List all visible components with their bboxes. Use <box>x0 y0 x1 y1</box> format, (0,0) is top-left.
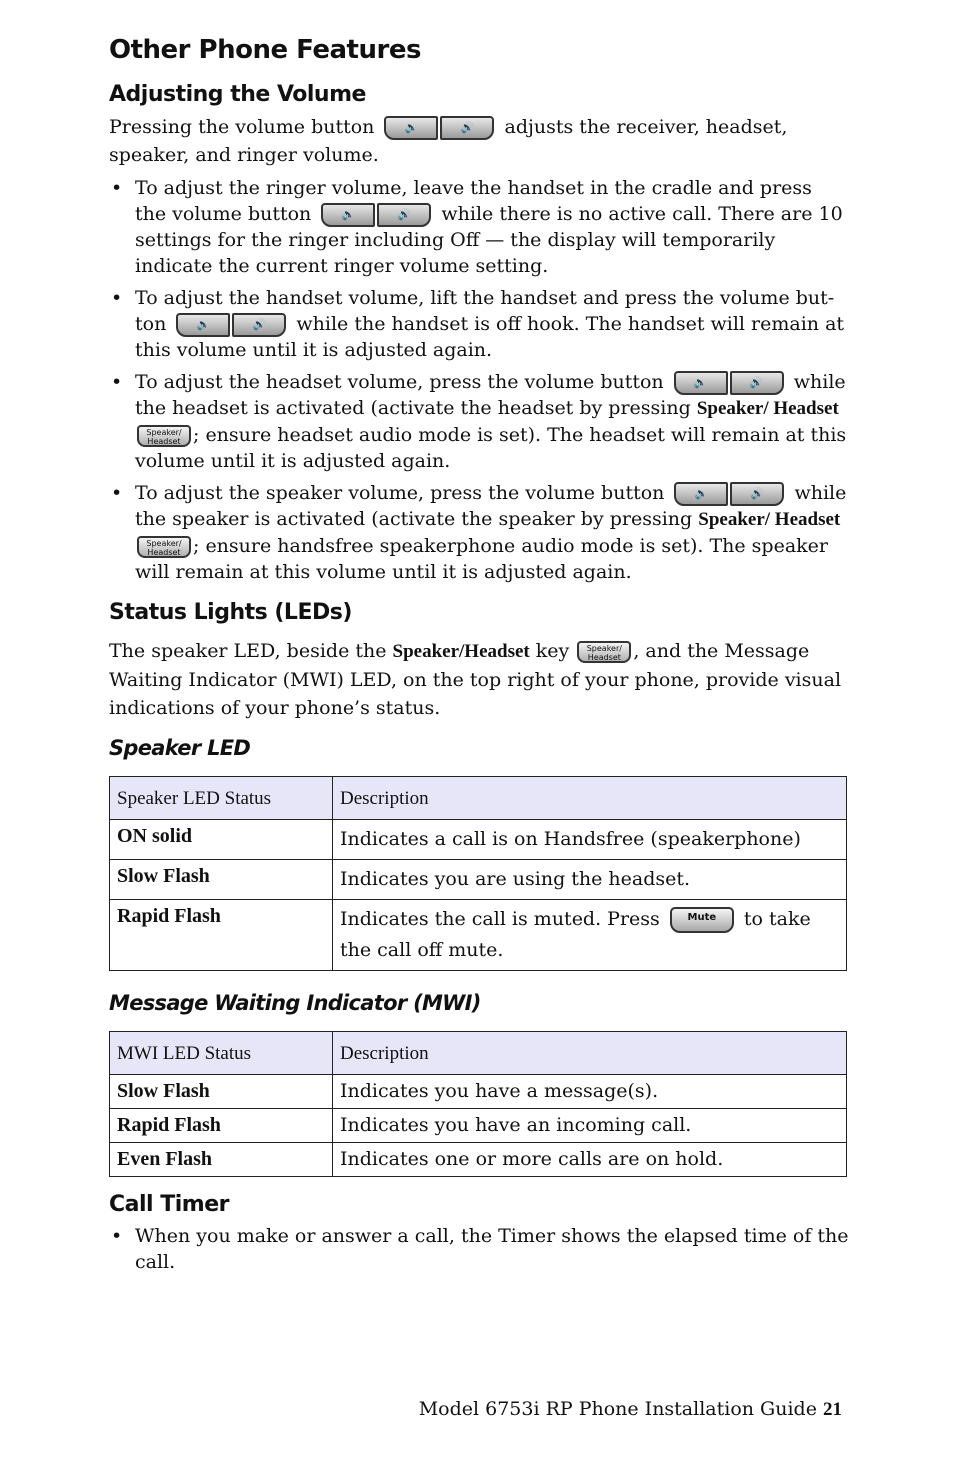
timer-bullets <box>109 1223 849 1275</box>
page-title: Other Phone Features <box>109 35 421 65</box>
section-heading-leds: Status Lights (LEDs) <box>109 600 352 625</box>
volume-bullets <box>109 175 849 585</box>
list-item: • To adjust the headset volume, press the volume button 🔈 🔊 while the headset is activated (activate the headset by pressing Speaker/ Headset Speaker/ Headset ; ensure headset audio mode is set). The headset will remain at this volume until it is adjusted again. <box>111 371 847 472</box>
speaker-led-table <box>109 776 847 971</box>
page-number: 21 <box>823 1399 842 1420</box>
page-footer: Model 6753i RP Phone Installation Guide 21 <box>418 1398 842 1420</box>
table-row: Rapid Flash Indicates you have an incoming call. <box>110 1109 847 1143</box>
section-heading-call-timer: Call Timer <box>109 1192 229 1217</box>
speaker-headset-key-icon: Speaker/ Headset <box>577 641 631 663</box>
table-row: Slow Flash Indicates you have a message(s). <box>110 1075 847 1109</box>
column-header: Speaker LED Status <box>110 777 333 820</box>
volume-button-icon: 🔈 🔊 <box>176 313 286 337</box>
list-item: • To adjust the ringer volume, leave the handset in the cradle and press the volume button 🔈 🔊 while there is no active call. There are 10 settings for the ringer including Off — the display will temporarily indicate the current ringer volume setting. <box>111 177 843 277</box>
table-row: Rapid Flash Indicates the call is muted. Press Mute to take the call off mute. <box>110 900 847 971</box>
volume-button-icon: 🔈 🔊 <box>674 482 784 506</box>
mute-key-icon: Mute <box>670 907 734 933</box>
leds-intro: The speaker LED, beside the Speaker/Headset key Speaker/ Headset , and the Message Waiting Indicator (MWI) LED, on the top right of your phone, provide visual indications of your phone’s status. <box>109 640 842 719</box>
list-item: • To adjust the speaker volume, press the volume button 🔈 🔊 while the speaker is activated (activate the speaker by pressing Speaker/ Headset Speaker/ Headset ; ensure handsfree speakerphone audio mode is set). The speaker will remain at this volume until it is adjusted again. <box>111 482 847 583</box>
section-heading-volume: Adjusting the Volume <box>109 82 366 107</box>
table-header-row <box>110 1032 847 1075</box>
speaker-headset-key-icon: Speaker/ Headset <box>137 536 191 558</box>
table-row: ON solid Indicates a call is on Handsfree (speakerphone) <box>110 820 847 860</box>
subsection-heading-speaker-led: Speaker LED <box>109 736 251 760</box>
column-header: Description <box>333 1032 847 1075</box>
table-row: Even Flash Indicates one or more calls are on hold. <box>110 1143 847 1177</box>
table-header-row <box>110 777 847 820</box>
column-header: MWI LED Status <box>110 1032 333 1075</box>
volume-button-icon: 🔈 🔊 <box>674 371 784 395</box>
table-row: Slow Flash Indicates you are using the headset. <box>110 860 847 900</box>
subsection-heading-mwi: Message Waiting Indicator (MWI) <box>109 991 481 1015</box>
column-header: Description <box>333 777 847 820</box>
mwi-led-table <box>109 1031 847 1177</box>
volume-intro: Pressing the volume button 🔈 🔊 adjusts the receiver, headset, speaker, and ringer volume. <box>109 116 788 166</box>
volume-button-icon: 🔈 🔊 <box>321 203 431 227</box>
manual-page <box>109 28 849 1281</box>
list-item: • To adjust the handset volume, lift the handset and press the volume but-ton 🔈 🔊 while the handset is off hook. The handset will remain at this volume until it is adjusted again. <box>111 287 845 361</box>
speaker-headset-key-icon: Speaker/ Headset <box>137 425 191 447</box>
list-item: • When you make or answer a call, the Timer shows the elapsed time of the call. <box>111 1225 849 1273</box>
volume-button-icon: 🔈 🔊 <box>384 116 494 140</box>
